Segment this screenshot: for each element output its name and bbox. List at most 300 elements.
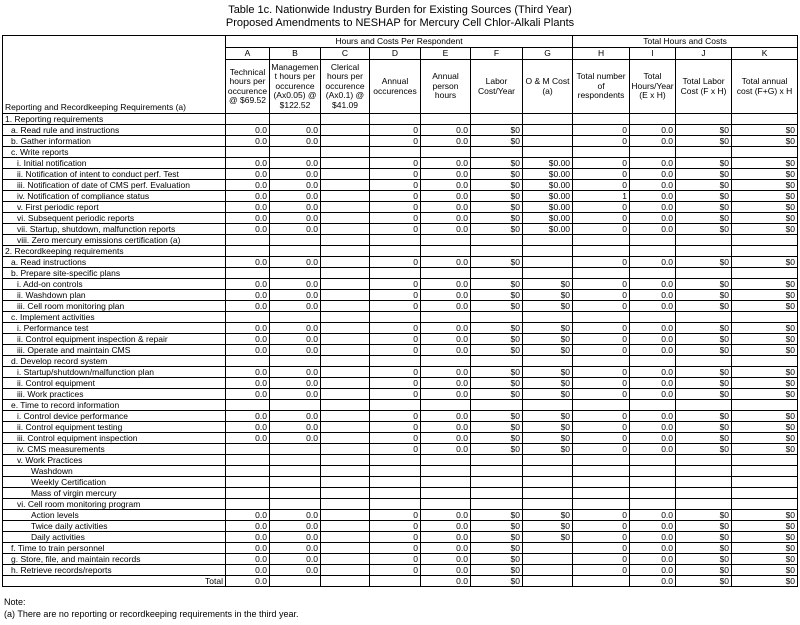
cell: 0.0 <box>630 334 676 345</box>
cell: $0 <box>471 576 523 587</box>
table-row <box>3 334 798 345</box>
cell <box>523 246 573 257</box>
table-row <box>3 114 798 125</box>
cell: 0 <box>573 279 630 290</box>
column-letter: I <box>630 48 676 60</box>
cell: $0 <box>471 202 523 213</box>
cell <box>370 455 421 466</box>
cell <box>676 114 732 125</box>
cell: 0.0 <box>270 323 321 334</box>
column-letter: D <box>370 48 421 60</box>
cell: 0.0 <box>270 136 321 147</box>
row-label: i. Performance test <box>3 323 226 334</box>
note-text: (a) There are no reporting or recordkeeping requirements in the third year. <box>4 609 299 619</box>
cell: $0 <box>732 323 798 334</box>
cell: 0 <box>573 422 630 433</box>
cell <box>321 147 370 158</box>
cell <box>471 466 523 477</box>
cell: 0.0 <box>630 279 676 290</box>
table-row <box>3 466 798 477</box>
table-row <box>3 191 798 202</box>
table-row <box>3 180 798 191</box>
cell <box>630 114 676 125</box>
row-label: ii. Control equipment testing <box>3 422 226 433</box>
cell: $0 <box>676 213 732 224</box>
cell <box>573 268 630 279</box>
cell: $0 <box>523 510 573 521</box>
cell: 0.0 <box>421 257 471 268</box>
table-row <box>3 136 798 147</box>
cell: $0 <box>471 345 523 356</box>
cell <box>523 455 573 466</box>
column-description: Annual person hours <box>421 60 471 114</box>
cell <box>573 455 630 466</box>
cell <box>573 576 630 587</box>
cell: $0 <box>676 510 732 521</box>
cell: $0 <box>676 180 732 191</box>
cell: $0 <box>523 521 573 532</box>
cell: $0 <box>676 136 732 147</box>
row-header-label: Reporting and Recordkeeping Requirements (a) <box>3 36 226 114</box>
cell: 0 <box>573 213 630 224</box>
cell <box>270 477 321 488</box>
row-label: 1. Reporting requirements <box>3 114 226 125</box>
cell: $0 <box>471 554 523 565</box>
cell: 0.0 <box>630 510 676 521</box>
cell: $0 <box>732 125 798 136</box>
cell <box>226 455 270 466</box>
cell <box>270 235 321 246</box>
cell <box>630 356 676 367</box>
cell <box>573 312 630 323</box>
cell <box>523 268 573 279</box>
table-row <box>3 125 798 136</box>
table-row <box>3 301 798 312</box>
cell: 0 <box>573 125 630 136</box>
row-label: e. Time to record information <box>3 400 226 411</box>
cell <box>732 246 798 257</box>
cell: $0 <box>523 290 573 301</box>
cell <box>270 246 321 257</box>
cell <box>370 114 421 125</box>
table-row <box>3 213 798 224</box>
cell: 0.0 <box>630 444 676 455</box>
cell <box>270 312 321 323</box>
cell: 0.0 <box>270 202 321 213</box>
cell <box>226 312 270 323</box>
cell: 0.0 <box>226 521 270 532</box>
cell <box>321 444 370 455</box>
cell <box>226 444 270 455</box>
cell: 0.0 <box>270 554 321 565</box>
cell: $0 <box>732 334 798 345</box>
table-row <box>3 290 798 301</box>
cell: $0 <box>732 257 798 268</box>
cell: 0.0 <box>421 411 471 422</box>
table-row <box>3 356 798 367</box>
cell: 0 <box>370 202 421 213</box>
cell: 0.0 <box>630 301 676 312</box>
cell <box>370 356 421 367</box>
cell: $0 <box>523 389 573 400</box>
cell <box>421 114 471 125</box>
row-label: Weekly Certification <box>3 477 226 488</box>
table-row <box>3 378 798 389</box>
cell: $0 <box>471 279 523 290</box>
cell: 0.0 <box>630 433 676 444</box>
row-label: Washdown <box>3 466 226 477</box>
cell <box>421 466 471 477</box>
cell: 0 <box>370 257 421 268</box>
cell <box>226 356 270 367</box>
cell <box>523 565 573 576</box>
cell <box>471 147 523 158</box>
cell: $0.00 <box>523 202 573 213</box>
cell <box>523 114 573 125</box>
cell <box>471 499 523 510</box>
row-label: c. Implement activities <box>3 312 226 323</box>
column-letter: E <box>421 48 471 60</box>
cell: $0 <box>676 279 732 290</box>
cell: $0.00 <box>523 191 573 202</box>
cell <box>321 400 370 411</box>
cell <box>370 466 421 477</box>
cell <box>370 400 421 411</box>
row-label: vi. Cell room monitoring program <box>3 499 226 510</box>
row-label: 2. Recordkeeping requirements <box>3 246 226 257</box>
cell: 0.0 <box>226 576 270 587</box>
cell: 0 <box>370 224 421 235</box>
cell: $0 <box>676 224 732 235</box>
cell <box>421 268 471 279</box>
cell: $0 <box>471 444 523 455</box>
cell: $0 <box>523 532 573 543</box>
cell: $0 <box>471 543 523 554</box>
cell: 0.0 <box>226 532 270 543</box>
cell: 0.0 <box>270 290 321 301</box>
cell: 0.0 <box>226 433 270 444</box>
cell: 0.0 <box>421 389 471 400</box>
cell: 0 <box>573 158 630 169</box>
cell: $0 <box>676 367 732 378</box>
cell: $0 <box>676 576 732 587</box>
cell <box>270 268 321 279</box>
cell <box>421 312 471 323</box>
cell: 0.0 <box>630 213 676 224</box>
row-label: ii. Control equipment <box>3 378 226 389</box>
cell <box>226 147 270 158</box>
cell: 0 <box>370 136 421 147</box>
cell: 0.0 <box>421 510 471 521</box>
row-label: iii. Operate and maintain CMS <box>3 345 226 356</box>
cell: $0 <box>676 521 732 532</box>
cell <box>573 147 630 158</box>
table-row <box>3 367 798 378</box>
cell: $0 <box>732 213 798 224</box>
cell <box>523 257 573 268</box>
cell: 0.0 <box>421 576 471 587</box>
cell <box>732 235 798 246</box>
cell <box>523 477 573 488</box>
cell: $0 <box>523 411 573 422</box>
cell: 0.0 <box>270 169 321 180</box>
cell <box>270 400 321 411</box>
cell <box>630 455 676 466</box>
cell: 0.0 <box>270 433 321 444</box>
cell: 0 <box>573 345 630 356</box>
cell: $0 <box>732 444 798 455</box>
cell: 0.0 <box>270 367 321 378</box>
cell: $0.00 <box>523 169 573 180</box>
cell: 0 <box>370 554 421 565</box>
cell: 0.0 <box>226 191 270 202</box>
cell: $0 <box>732 191 798 202</box>
cell: $0 <box>732 389 798 400</box>
cell: 0.0 <box>226 180 270 191</box>
table-row <box>3 565 798 576</box>
cell: 0 <box>370 158 421 169</box>
table-subtitle: Proposed Amendments to NESHAP for Mercury Cell Chlor-Alkali Plants <box>225 17 575 29</box>
cell <box>630 147 676 158</box>
table-row <box>3 477 798 488</box>
cell <box>270 488 321 499</box>
cell: $0 <box>676 422 732 433</box>
cell <box>226 235 270 246</box>
table-row <box>3 411 798 422</box>
cell <box>321 543 370 554</box>
cell: 0 <box>370 279 421 290</box>
cell: $0 <box>523 323 573 334</box>
cell: 0.0 <box>226 323 270 334</box>
cell: 0.0 <box>226 510 270 521</box>
cell <box>471 477 523 488</box>
cell: 0.0 <box>421 158 471 169</box>
cell: 0 <box>370 389 421 400</box>
cell: 0 <box>573 433 630 444</box>
cell <box>732 312 798 323</box>
cell: 0.0 <box>421 290 471 301</box>
cell: $0 <box>732 411 798 422</box>
table-row <box>3 224 798 235</box>
cell: 0.0 <box>421 521 471 532</box>
cell: 0.0 <box>421 136 471 147</box>
cell: $0 <box>676 323 732 334</box>
row-label: i. Add-on controls <box>3 279 226 290</box>
cell <box>573 488 630 499</box>
cell <box>321 114 370 125</box>
cell: $0 <box>676 444 732 455</box>
table-row <box>3 257 798 268</box>
cell: 0.0 <box>226 565 270 576</box>
cell <box>270 147 321 158</box>
cell: $0 <box>523 422 573 433</box>
cell: $0 <box>732 290 798 301</box>
cell <box>321 169 370 180</box>
cell: 0 <box>573 202 630 213</box>
cell: $0 <box>471 367 523 378</box>
cell <box>321 532 370 543</box>
cell: 0 <box>573 444 630 455</box>
cell: $0 <box>471 136 523 147</box>
cell: 0.0 <box>630 378 676 389</box>
cell: 0.0 <box>226 543 270 554</box>
cell: 0.0 <box>630 389 676 400</box>
cell: $0 <box>676 301 732 312</box>
column-description: Labor Cost/Year <box>471 60 523 114</box>
row-label: Mass of virgin mercury <box>3 488 226 499</box>
cell: $0 <box>676 257 732 268</box>
cell: 0.0 <box>270 257 321 268</box>
cell: 0.0 <box>421 125 471 136</box>
cell <box>421 400 471 411</box>
cell <box>732 400 798 411</box>
table-row <box>3 202 798 213</box>
cell: $0 <box>471 433 523 444</box>
cell: $0 <box>676 411 732 422</box>
column-letter: C <box>321 48 370 60</box>
cell: $0 <box>523 433 573 444</box>
cell: $0.00 <box>523 213 573 224</box>
row-label: v. Work Practices <box>3 455 226 466</box>
group-header-per-respondent: Hours and Costs Per Respondent <box>226 36 573 48</box>
cell <box>321 345 370 356</box>
cell <box>321 257 370 268</box>
table-row <box>3 444 798 455</box>
cell: 0.0 <box>630 224 676 235</box>
cell <box>573 114 630 125</box>
cell: 0.0 <box>270 224 321 235</box>
cell <box>370 246 421 257</box>
document-titles <box>0 0 800 30</box>
cell <box>321 334 370 345</box>
cell: 0 <box>573 367 630 378</box>
cell: $0 <box>676 169 732 180</box>
cell: 0.0 <box>421 334 471 345</box>
cell <box>630 246 676 257</box>
cell <box>471 455 523 466</box>
cell: 0.0 <box>270 158 321 169</box>
column-description: Annual occurences <box>370 60 421 114</box>
cell: $0 <box>676 433 732 444</box>
cell <box>421 455 471 466</box>
row-label: Action levels <box>3 510 226 521</box>
table-header <box>3 36 798 114</box>
cell: 0 <box>370 301 421 312</box>
cell <box>676 312 732 323</box>
cell: 0.0 <box>226 345 270 356</box>
row-label: a. Read rule and instructions <box>3 125 226 136</box>
cell: $0 <box>676 389 732 400</box>
cell <box>732 455 798 466</box>
row-label: iii. Work practices <box>3 389 226 400</box>
cell <box>321 389 370 400</box>
cell: 0.0 <box>630 565 676 576</box>
cell: 0.0 <box>226 389 270 400</box>
cell <box>630 235 676 246</box>
cell: 0.0 <box>421 191 471 202</box>
cell: 0 <box>573 180 630 191</box>
cell <box>732 356 798 367</box>
cell <box>270 499 321 510</box>
cell <box>226 499 270 510</box>
cell: 0 <box>370 510 421 521</box>
cell: $0 <box>471 411 523 422</box>
cell <box>676 499 732 510</box>
cell: 0.0 <box>270 510 321 521</box>
cell: $0 <box>732 433 798 444</box>
cell <box>573 477 630 488</box>
cell: $0 <box>471 422 523 433</box>
column-description: Management hours per occurence (Ax0.05) @ $122.52 <box>270 60 321 114</box>
cell <box>523 356 573 367</box>
cell: 0 <box>370 543 421 554</box>
cell: 0.0 <box>630 521 676 532</box>
burden-table <box>2 35 798 587</box>
cell <box>270 356 321 367</box>
cell <box>471 356 523 367</box>
cell: 0.0 <box>226 301 270 312</box>
cell: $0 <box>732 554 798 565</box>
cell: 0 <box>573 411 630 422</box>
column-description: Total Hours/Year (E x H) <box>630 60 676 114</box>
cell <box>676 356 732 367</box>
cell: 0.0 <box>226 136 270 147</box>
cell: 0.0 <box>421 444 471 455</box>
cell: 0.0 <box>630 411 676 422</box>
cell: $0 <box>471 334 523 345</box>
cell: 0.0 <box>226 367 270 378</box>
cell <box>471 235 523 246</box>
cell: 0 <box>370 125 421 136</box>
cell: $0 <box>676 125 732 136</box>
cell <box>321 367 370 378</box>
cell <box>630 488 676 499</box>
row-label: iii. Control equipment inspection <box>3 433 226 444</box>
cell: $0 <box>471 301 523 312</box>
column-letter: J <box>676 48 732 60</box>
cell: 0 <box>573 224 630 235</box>
table-row <box>3 279 798 290</box>
cell <box>226 268 270 279</box>
cell <box>523 576 573 587</box>
cell: 0.0 <box>630 202 676 213</box>
cell: $0 <box>471 257 523 268</box>
cell: 0 <box>370 532 421 543</box>
cell: 0.0 <box>630 323 676 334</box>
cell <box>321 301 370 312</box>
cell <box>370 235 421 246</box>
cell <box>676 466 732 477</box>
row-label: i. Initial notification <box>3 158 226 169</box>
cell: 0.0 <box>421 378 471 389</box>
cell <box>321 565 370 576</box>
cell: 0.0 <box>630 191 676 202</box>
cell <box>732 499 798 510</box>
cell <box>732 477 798 488</box>
cell <box>676 268 732 279</box>
cell <box>676 455 732 466</box>
cell <box>321 433 370 444</box>
row-label: g. Store, file, and maintain records <box>3 554 226 565</box>
cell <box>321 235 370 246</box>
cell <box>321 213 370 224</box>
cell: 0 <box>573 257 630 268</box>
cell: 0 <box>573 565 630 576</box>
table-row <box>3 147 798 158</box>
row-label: h. Retrieve records/reports <box>3 565 226 576</box>
cell: 0.0 <box>226 158 270 169</box>
cell <box>270 466 321 477</box>
